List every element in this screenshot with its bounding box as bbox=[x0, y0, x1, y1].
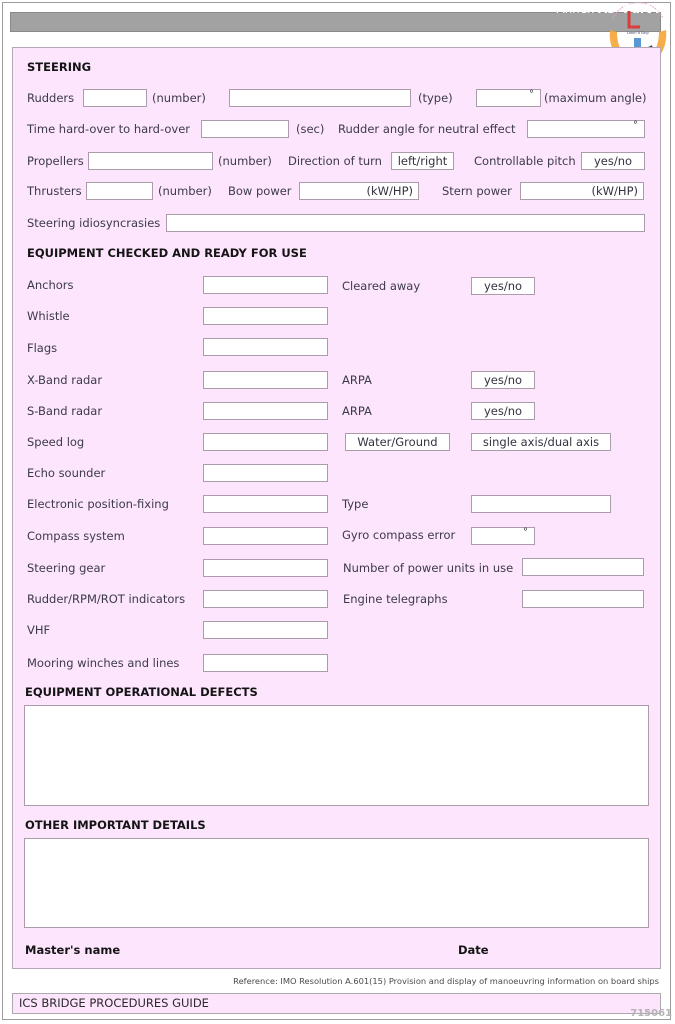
position-fixing-type-label: Type bbox=[342, 497, 369, 511]
reference-note: Reference: IMO Resolution A.601(15) Provision and display of manoeuvring information on board ships bbox=[233, 976, 659, 986]
equipment-label-echo-sounder: Echo sounder bbox=[27, 466, 106, 480]
equipment-label-speed-log: Speed log bbox=[27, 435, 85, 449]
time-hardover-input[interactable] bbox=[201, 120, 289, 138]
time-unit: (sec) bbox=[296, 122, 325, 136]
equipment-label-electronic-position-fixing: Electronic position-fixing bbox=[27, 497, 169, 511]
equipment-label-mooring-winches: Mooring winches and lines bbox=[27, 656, 180, 670]
date-label: Date bbox=[458, 943, 489, 957]
stern-power-label: Stern power bbox=[442, 184, 512, 198]
annex-part: Part A bbox=[623, 2, 665, 16]
bow-power-unit: (kW/HP) bbox=[366, 184, 413, 198]
stern-power-input[interactable] bbox=[520, 182, 644, 200]
s-band-arpa-option[interactable]: yes/no bbox=[471, 402, 535, 420]
power-units-label: Number of power units in use bbox=[343, 561, 514, 575]
rudder-rpm-rot-indicators-input[interactable] bbox=[203, 590, 328, 608]
compass-system-input[interactable] bbox=[203, 527, 328, 545]
equipment-label-vhf: VHF bbox=[27, 623, 51, 637]
controllable-pitch-label: Controllable pitch bbox=[474, 154, 576, 168]
direction-of-turn-option[interactable]: left/right bbox=[391, 152, 454, 170]
time-hardover-label: Time hard-over to hard-over bbox=[27, 122, 190, 136]
propellers-label: Propellers bbox=[27, 154, 84, 168]
equipment-label-steering-gear: Steering gear bbox=[27, 561, 106, 575]
propellers-unit: (number) bbox=[218, 154, 272, 168]
bow-power-label: Bow power bbox=[228, 184, 292, 198]
steering-idiosyncrasies-label: Steering idiosyncrasies bbox=[27, 216, 161, 230]
stern-power-unit: (kW/HP) bbox=[591, 184, 638, 198]
degree-symbol: ° bbox=[633, 120, 638, 131]
document-code: 715061 bbox=[630, 1008, 672, 1019]
electronic-position-fixing-input[interactable] bbox=[203, 495, 328, 513]
footer-title: ICS BRIDGE PROCEDURES GUIDE bbox=[19, 996, 209, 1010]
logo-tagline: Learn It Easy bbox=[627, 31, 649, 35]
neutral-effect-angle-input[interactable] bbox=[527, 120, 645, 138]
power-units-input[interactable] bbox=[522, 558, 644, 576]
equipment-label-anchors: Anchors bbox=[27, 278, 74, 292]
gyro-compass-error-label: Gyro compass error bbox=[342, 528, 456, 542]
annex-prefix: Annex bbox=[556, 2, 595, 16]
rudders-number-input[interactable] bbox=[83, 89, 147, 107]
x-band-arpa-option[interactable]: yes/no bbox=[471, 371, 535, 389]
equipment-label-rudder-rpm-rot-indicators: Rudder/RPM/ROT indicators bbox=[27, 592, 186, 606]
thrusters-unit: (number) bbox=[158, 184, 212, 198]
cleared-away-option[interactable]: yes/no bbox=[471, 277, 535, 295]
annex-id: A3 bbox=[598, 2, 616, 16]
masters-name-label: Master's name bbox=[25, 943, 121, 957]
steering-heading: STEERING bbox=[27, 60, 92, 74]
rudders-label: Rudders bbox=[27, 91, 75, 105]
gyro-compass-error-input[interactable] bbox=[471, 527, 535, 545]
position-fixing-type-input[interactable] bbox=[471, 495, 611, 513]
rudders-number-unit: (number) bbox=[152, 91, 206, 105]
equipment-label-flags: Flags bbox=[27, 341, 58, 355]
speed-log-axis-option[interactable]: single axis/dual axis bbox=[471, 433, 611, 451]
controllable-pitch-option[interactable]: yes/no bbox=[581, 152, 645, 170]
speed-log-reference-option[interactable]: Water/Ground bbox=[345, 433, 450, 451]
equipment-label-x-band-radar: X-Band radar bbox=[27, 373, 103, 387]
equipment-label-whistle: Whistle bbox=[27, 309, 70, 323]
rudders-type-input[interactable] bbox=[229, 89, 411, 107]
rudders-max-angle-input[interactable] bbox=[476, 89, 541, 107]
neutral-effect-label: Rudder angle for neutral effect bbox=[338, 122, 516, 136]
equipment-heading: EQUIPMENT CHECKED AND READY FOR USE bbox=[27, 246, 307, 260]
thrusters-number-input[interactable] bbox=[86, 182, 153, 200]
equipment-label-s-band-radar: S-Band radar bbox=[27, 404, 103, 418]
engine-telegraphs-label: Engine telegraphs bbox=[343, 592, 448, 606]
other-details-textarea[interactable] bbox=[24, 838, 649, 928]
s-band-radar-input[interactable] bbox=[203, 402, 328, 420]
rudders-type-unit: (type) bbox=[418, 91, 453, 105]
logo-blue-book bbox=[634, 38, 641, 47]
propellers-number-input[interactable] bbox=[88, 152, 213, 170]
cleared-away-label: Cleared away bbox=[342, 279, 421, 293]
flags-input[interactable] bbox=[203, 338, 328, 356]
direction-of-turn-label: Direction of turn bbox=[288, 154, 382, 168]
other-details-heading: OTHER IMPORTANT DETAILS bbox=[25, 818, 206, 832]
defects-textarea[interactable] bbox=[24, 705, 649, 806]
whistle-input[interactable] bbox=[203, 307, 328, 325]
bow-power-input[interactable] bbox=[299, 182, 419, 200]
footer-bar bbox=[12, 993, 661, 1014]
annex-title bbox=[556, 2, 665, 16]
echo-sounder-input[interactable] bbox=[203, 464, 328, 482]
engine-telegraphs-input[interactable] bbox=[522, 590, 644, 608]
thrusters-label: Thrusters bbox=[27, 184, 82, 198]
equipment-label-compass-system: Compass system bbox=[27, 529, 125, 543]
rudders-max-angle-unit: (maximum angle) bbox=[544, 91, 647, 105]
s-band-arpa-label: ARPA bbox=[342, 404, 372, 418]
vhf-input[interactable] bbox=[203, 621, 328, 639]
degree-symbol: ° bbox=[523, 527, 528, 538]
x-band-radar-input[interactable] bbox=[203, 371, 328, 389]
steering-gear-input[interactable] bbox=[203, 559, 328, 577]
degree-symbol: ° bbox=[529, 89, 534, 100]
speed-log-input[interactable] bbox=[203, 433, 328, 451]
defects-heading: EQUIPMENT OPERATIONAL DEFECTS bbox=[25, 685, 258, 699]
x-band-arpa-label: ARPA bbox=[342, 373, 372, 387]
steering-idiosyncrasies-input[interactable] bbox=[166, 214, 645, 232]
anchors-input[interactable] bbox=[203, 276, 328, 294]
mooring-winches-input[interactable] bbox=[203, 654, 328, 672]
